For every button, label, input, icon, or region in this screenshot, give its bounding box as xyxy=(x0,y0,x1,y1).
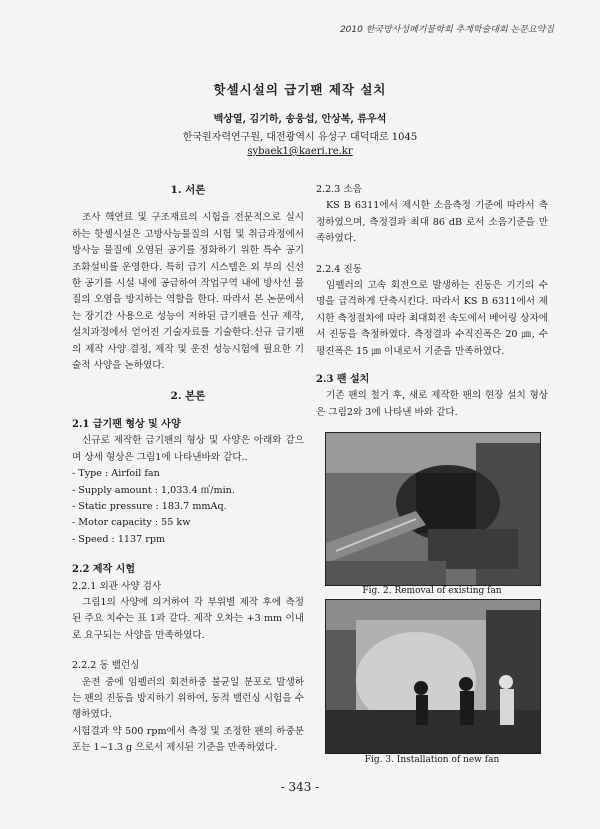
section-2-2-2-body: 운전 중에 임펠러의 회전하중 불균일 분포로 발생하는 팬의 진동을 방지하기 위하여, 동적 밸런싱 시험을 수행하였다. xyxy=(72,676,304,721)
right-column xyxy=(316,182,548,421)
email-link[interactable]: sybaek1@kaeri.re.kr xyxy=(247,146,353,157)
page-number: - 343 - xyxy=(280,780,320,794)
section-2-2-2-result: 시험결과 약 500 rpm에서 측정 및 조정한 팬의 하중분포는 1~1.3 g 으로서 제시된 기준을 만족하였다. xyxy=(72,725,304,754)
section-2-2-4-body: 임펠러의 고속 회전으로 발생하는 진동은 기기의 수명을 급격하게 단축시킨다. 따라서 KS B 6311에서 제시한 측정절차에 따라 최대회전 속도에서 베어링 상자에서 진동을 측정하였다. 측정결과 수직진폭은 20 ㎛, 수평진폭은 15 ㎛ 이내로서 기준을 만족하였다. xyxy=(316,280,548,357)
spec-item: - Motor capacity : 55 kw xyxy=(72,517,191,529)
section-2-2-1-body: 그림1의 사양에 의거하여 각 부위별 제작 후에 측정된 주요 치수는 표 1과 같다. 제작 오차는 +3 mm 이내로 요구되는 사양을 만족하였다. xyxy=(72,596,304,641)
section-2-1-title: 2.1 급기팬 형상 및 사양 xyxy=(72,418,181,430)
affiliation: 한국원자력연구원, 대전광역시 유성구 대덕대로 1045 xyxy=(182,132,418,143)
left-column xyxy=(72,182,304,757)
spec-item: - Supply amount : 1,033.4 ㎥/min. xyxy=(72,484,235,496)
spec-item: - Type : Airfoil fan xyxy=(72,468,160,480)
section-2-1-body: 신규로 제작한 급기팬의 형상 및 사양은 아래와 같으며 상세 형상은 그림1에 나타낸바와 같다.. xyxy=(72,435,304,463)
section-1-body: 조사 핵연료 및 구조재료의 시험을 전문적으로 실시하는 핫셀시설은 고방사능물질의 시험 및 취급과정에서 방사능 물질에 오염된 공기를 정화하기 위한 특수 공기조화설비를 운영한다. 특히 급기 시스템은 외 부의 신선한 공기를 시설 내에 공급하여 작업구역 내에 방사선 물질의 오염을 방지하는 역할을 한다. 따라서 본 논문에서는 장기간 사용으로 성능이 저하된 급기팬을 신규 제작, 설치과정에서 얻어진 기술자료를 기술한다.신규 급기팬의 제작 사양 결정, 제작 및 운전 성능시험에 필요한 기술적 사양을 논하였다. xyxy=(72,212,304,372)
spec-item: - Static pressure : 183.7 mmAq. xyxy=(72,500,227,512)
running-header: 2010 한국방사성폐기물학회 추계학술대회 논문요약집 xyxy=(339,25,554,35)
fan-installation-image xyxy=(326,600,540,753)
authors: 백상열, 김기하, 송웅섭, 안상복, 류우석 xyxy=(213,114,387,125)
section-2-title: 2. 본론 xyxy=(170,390,206,403)
paper-title: 핫셀시설의 급기팬 제작 설치 xyxy=(213,82,387,97)
section-2-3-body: 기존 팬의 철거 후, 새로 제작한 팬의 현장 설치 형상은 그림2와 3에 나타낸 바와 같다. xyxy=(316,390,548,418)
fig-2-caption: Fig. 2. Removal of existing fan xyxy=(362,586,502,596)
section-2-2-1-title: 2.2.1 외관 사양 검사 xyxy=(72,580,162,592)
section-2-2-2-title: 2.2.2 동 밸런싱 xyxy=(72,660,140,672)
section-2-2-3-body: KS B 6311에서 제시한 소음측정 기준에 따라서 측정하였으며, 측정결과 최대 86 dB 로서 소음기준을 만족하였다. xyxy=(316,200,548,245)
section-1-title: 1. 서론 xyxy=(170,184,206,196)
section-2-2-4-title: 2.2.4 진동 xyxy=(316,263,362,275)
fig-3-photo xyxy=(325,599,541,754)
section-2-2-3-title: 2.2.3 소음 xyxy=(316,184,362,195)
fig-2-photo xyxy=(325,432,541,586)
section-2-3-title: 2.3 팬 설치 xyxy=(316,374,370,386)
spec-list xyxy=(72,466,304,548)
fig-3-caption: Fig. 3. Installation of new fan xyxy=(364,755,500,765)
spec-item: - Speed : 1137 rpm xyxy=(72,533,166,545)
section-2-2-title: 2.2 제작 시험 xyxy=(72,564,136,576)
fan-removal-image xyxy=(326,433,540,585)
